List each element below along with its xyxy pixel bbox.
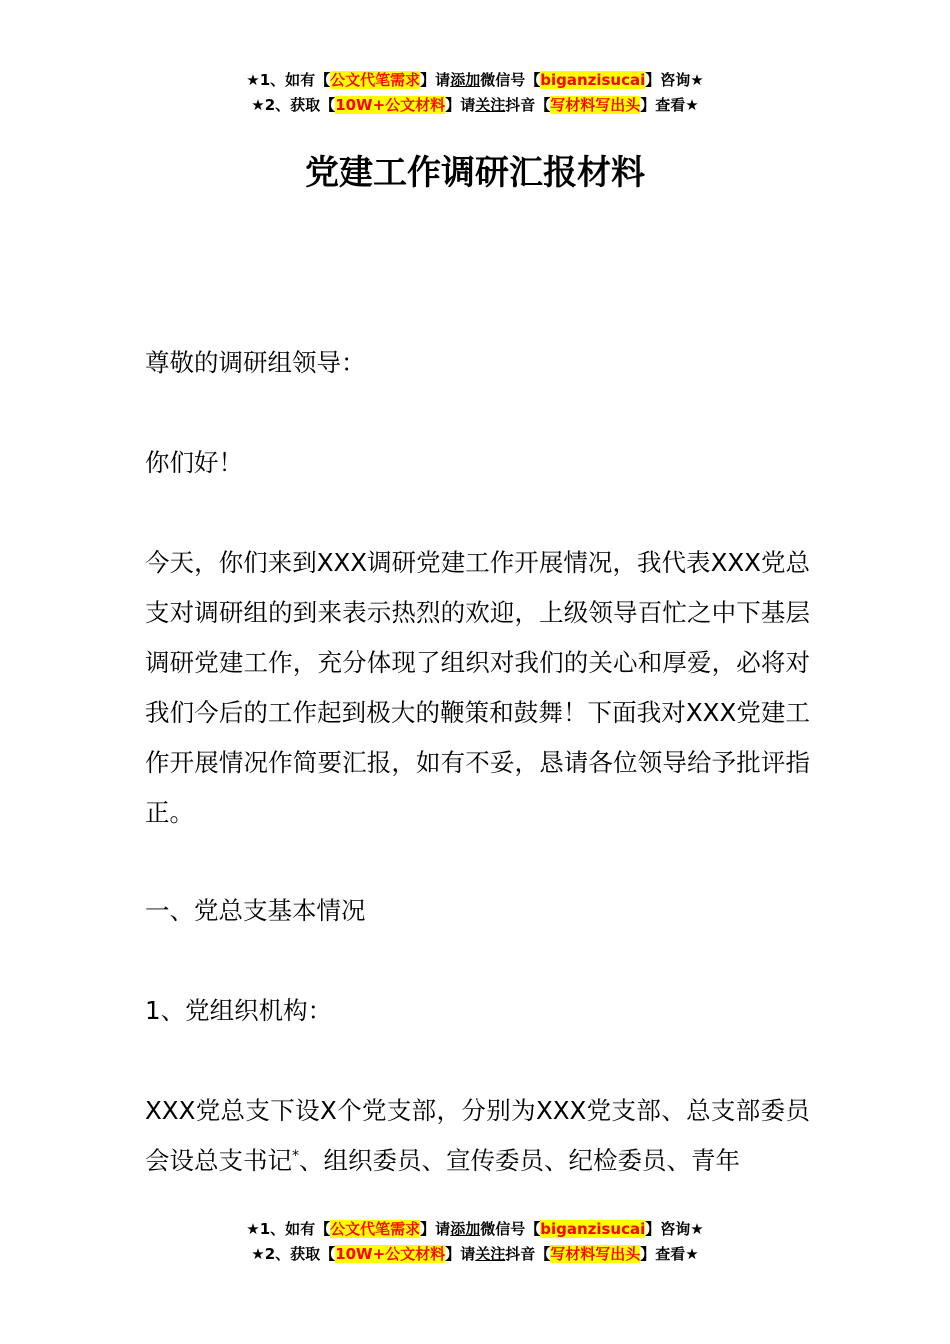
banner-text: ★1、如有【 (246, 71, 331, 89)
banner-highlight: biganzisucai (540, 1220, 646, 1238)
footnote-mark: * (292, 1147, 299, 1164)
banner-emphasis: 关注 (475, 96, 506, 114)
banner-line-1 (0, 1217, 950, 1242)
greeting: 你们好！ (145, 448, 243, 477)
banner-emphasis: 关注 (475, 1245, 506, 1263)
banner-text: 】请 (445, 1245, 476, 1263)
banner-text: 】查看★ (640, 96, 699, 114)
body-text: 、组织委员、宣传委员、纪检委员、青年 (299, 1146, 740, 1175)
banner-highlight: biganzisucai (540, 71, 646, 89)
banner-text: 微信号【 (480, 71, 541, 89)
banner-text: 】咨询★ (645, 1220, 704, 1238)
salutation: 尊敬的调研组领导： (145, 348, 366, 377)
banner-highlight: 写材料写出头 (550, 1245, 641, 1263)
banner-text: 】咨询★ (645, 71, 704, 89)
banner-text: 】请 (420, 71, 451, 89)
banner-text: ★2、获取【 (251, 96, 336, 114)
banner-line-2 (0, 1242, 950, 1267)
banner-text: 】请 (420, 1220, 451, 1238)
intro-paragraph: 今天，你们来到XXX调研党建工作开展情况，我代表XXX党总支对调研组的到来表示热烈的欢迎，上级领导百忙之中下基层调研党建工作，充分体现了组织对我们的关心和厚爱，必将对我们今后的工作起到极大的鞭策和鼓舞！下面我对XXX党建工作开展情况作简要汇报，如有不妥，恳请各位领导给予批评指正。 (145, 548, 810, 827)
banner-line-2 (0, 93, 950, 118)
banner-text: 抖音【 (505, 1245, 551, 1263)
body-paragraph (145, 1086, 810, 1186)
banner-line-1 (0, 68, 950, 93)
banner-text: 】查看★ (640, 1245, 699, 1263)
banner-text: ★1、如有【 (246, 1220, 331, 1238)
banner-emphasis: 添加 (450, 71, 481, 89)
header-banner (0, 68, 950, 118)
banner-highlight: 写材料写出头 (550, 96, 641, 114)
banner-highlight: 10W+公文材料 (335, 96, 446, 114)
banner-highlight: 公文代笔需求 (330, 1220, 421, 1238)
banner-highlight: 10W+公文材料 (335, 1245, 446, 1263)
section-heading: 一、党总支基本情况 (145, 896, 366, 925)
banner-highlight: 公文代笔需求 (330, 71, 421, 89)
banner-emphasis: 添加 (450, 1220, 481, 1238)
banner-text: 抖音【 (505, 96, 551, 114)
document-title: 党建工作调研汇报材料 (305, 153, 645, 193)
banner-text: 】请 (445, 96, 476, 114)
banner-text: 微信号【 (480, 1220, 541, 1238)
subsection-heading: 1、党组织机构： (145, 996, 333, 1025)
footer-banner (0, 1217, 950, 1267)
banner-text: ★2、获取【 (251, 1245, 336, 1263)
body-text: XXX党总支下设X个党支部，分别为XXX党支部、总支部委员会设总支书记 (145, 1096, 810, 1175)
